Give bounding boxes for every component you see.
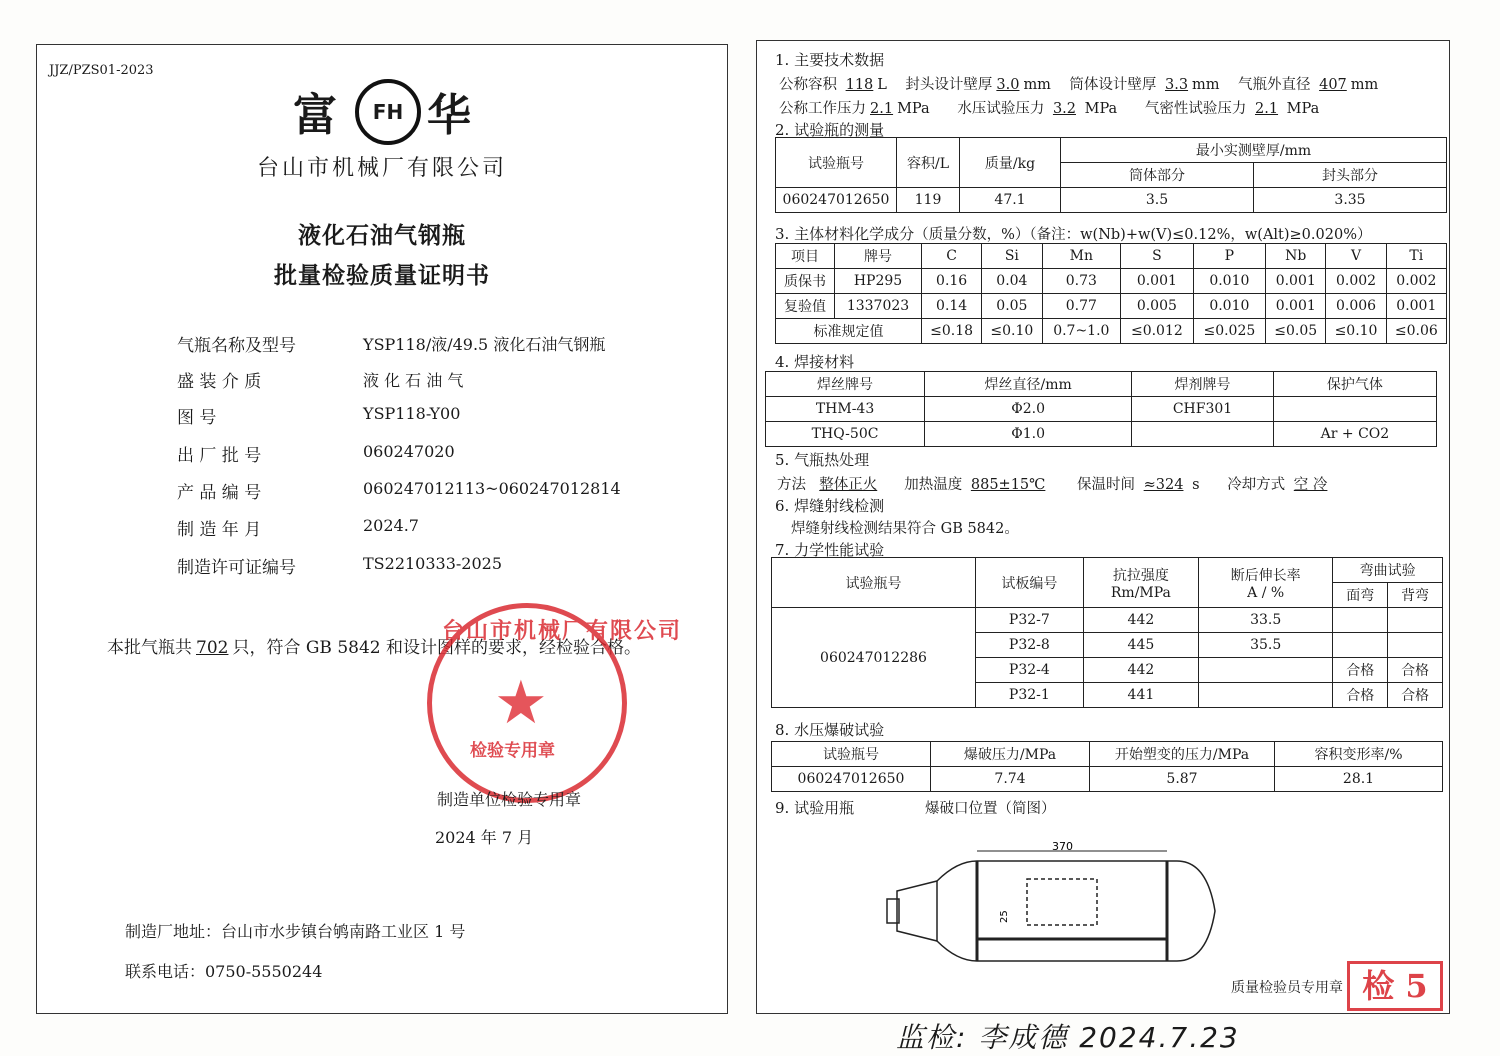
seal-caption: 制造单位检验专用章 [437, 790, 582, 809]
table-cell: P32-8 [975, 633, 1083, 658]
table-cell: ≤0.025 [1193, 319, 1266, 344]
mechanical-table [771, 557, 1443, 708]
table-cell: CHF301 [1132, 397, 1274, 422]
table-cell: 35.5 [1199, 633, 1333, 658]
table-cell: 0.001 [1121, 269, 1194, 294]
table-cell: 试验瓶号 [772, 558, 976, 608]
measurement-table: 试验瓶号 容积/L 质量/kg 最小实测壁厚/mm 筒体部分 封头部分 060247012650 119 47.1 3.5 3.35 [775, 137, 1447, 213]
table-cell: P [1193, 244, 1266, 269]
table-cell: 背弯 [1388, 583, 1443, 608]
brand-logo-icon: FH [355, 79, 421, 145]
field-label: 制造许可证编号 [177, 558, 296, 578]
table-cell: ≤0.06 [1386, 319, 1446, 344]
table-cell: 试板编号 [975, 558, 1083, 608]
test-data-page [756, 40, 1450, 1014]
table-cell: 445 [1083, 633, 1198, 658]
table-cell [1132, 422, 1274, 447]
field-label: 产 品 编 号 [177, 483, 262, 503]
table-row [776, 294, 1447, 319]
table-cell: 0.006 [1326, 294, 1386, 319]
table-cell [1388, 608, 1443, 633]
table-cell: 复验值 [776, 294, 835, 319]
table-cell: Ti [1386, 244, 1446, 269]
section3-title: 3. 主体材料化学成分（质量分数，%）（备注：w(Nb)+w(V)≤0.12%，w(Alt)≥0.020%） [775, 225, 1372, 243]
section1-title: 1. 主要技术数据 [775, 51, 885, 69]
table-cell: 质保书 [776, 269, 835, 294]
table-cell: 0.16 [921, 269, 981, 294]
table-cell: Si [982, 244, 1042, 269]
table-cell: 合格 [1333, 658, 1388, 683]
table-cell: ≤0.10 [1326, 319, 1386, 344]
table-cell: 0.77 [1042, 294, 1121, 319]
field-label: 盛 装 介 质 [177, 372, 262, 392]
table-cell: Nb [1266, 244, 1326, 269]
table-cell: 442 [1083, 608, 1198, 633]
radiographic-result: 焊缝射线检测结果符合 GB 5842。 [791, 521, 1019, 537]
field-label: 气瓶名称及型号 [177, 336, 296, 356]
table-row [772, 608, 1443, 633]
table-cell: 保护气体 [1273, 372, 1436, 397]
doc-title-line1: 液化石油气钢瓶 [298, 222, 466, 249]
section9-title: 9. 试验用瓶 [775, 799, 855, 817]
section4-title: 4. 焊接材料 [775, 353, 855, 371]
table-cell: 441 [1083, 683, 1198, 708]
tech-data-row1: 公称容积 118 L 封头设计壁厚 3.0 mm 筒体设计壁厚 3.3 mm 气瓶外直径 407 mm [779, 77, 1379, 93]
table-row [766, 397, 1437, 422]
table-cell: Mn [1042, 244, 1121, 269]
field-value: 液 化 石 油 气 [363, 371, 464, 390]
table-cell: 抗拉强度 Rm/MPa [1083, 558, 1198, 608]
table-row [772, 558, 1443, 583]
field-value: 2024.7 [363, 516, 419, 535]
company-seal-icon: 台山市机械厂有限公司 ★ 检验专用章 [427, 603, 627, 803]
table-cell: 合格 [1333, 683, 1388, 708]
table-cell: 0.05 [982, 294, 1042, 319]
table-cell: 焊丝直径/mm [925, 372, 1132, 397]
table-cell [1199, 658, 1333, 683]
table-cell [1199, 683, 1333, 708]
qc-stamp-label: 质量检验员专用章 [1231, 980, 1343, 996]
table-cell: ≤0.18 [921, 319, 981, 344]
section6-title: 6. 焊缝射线检测 [775, 497, 885, 515]
table-cell: 0.001 [1266, 294, 1326, 319]
batch-statement: 本批气瓶共 702 只，符合 GB 5842 和设计图样的要求，经检验合格。 [107, 638, 642, 658]
welding-table [765, 371, 1437, 447]
table-cell: 0.73 [1042, 269, 1121, 294]
table-cell: 标准规定值 [776, 319, 922, 344]
contact-phone: 联系电话：0750-5550244 [125, 962, 323, 981]
doc-title-line2: 批量检验质量证明书 [274, 262, 490, 289]
table-cell [1333, 608, 1388, 633]
table-cell [1333, 633, 1388, 658]
inspector-stamp-icon: 检 5 [1347, 961, 1443, 1011]
table-cell: 0.001 [1386, 294, 1446, 319]
table-cell: 0.001 [1266, 269, 1326, 294]
table-cell: 面弯 [1333, 583, 1388, 608]
table-cell: 33.5 [1199, 608, 1333, 633]
supervisor-signature: 监检: 李成德 2024.7.23 [896, 1021, 1240, 1054]
table-cell: Ar + CO2 [1273, 422, 1436, 447]
section8-title: 8. 水压爆破试验 [775, 721, 885, 739]
table-cell: 0.14 [921, 294, 981, 319]
table-cell: 断后伸长率 A / % [1199, 558, 1333, 608]
field-value: 060247020 [363, 442, 455, 461]
table-cell: C [921, 244, 981, 269]
table-row [776, 244, 1447, 269]
certificate-cover-page [36, 44, 728, 1014]
table-cell: 0.002 [1326, 269, 1386, 294]
table-cell: 442 [1083, 658, 1198, 683]
table-cell: 弯曲试验 [1333, 558, 1443, 583]
chemical-table [775, 243, 1447, 344]
cylinder-sketch-icon [877, 841, 1227, 971]
table-cell: 0.010 [1193, 294, 1266, 319]
table-cell: S [1121, 244, 1194, 269]
table-cell: ≤0.05 [1266, 319, 1326, 344]
table-cell: 1337023 [835, 294, 922, 319]
table-cell [1388, 633, 1443, 658]
table-cell: THQ-50C [766, 422, 925, 447]
table-cell: 项目 [776, 244, 835, 269]
company-name: 台山市机械厂有限公司 [256, 156, 507, 181]
field-value: 060247012113~060247012814 [363, 479, 621, 498]
table-cell: 焊剂牌号 [1132, 372, 1274, 397]
seal-date: 2024 年 7 月 [435, 828, 534, 847]
brand-char-left: 富 [293, 90, 341, 141]
document-code: JJZ/PZS01-2023 [49, 63, 154, 78]
field-value: YSP118-Y00 [363, 404, 461, 423]
tech-data-row2: 公称工作压力 2.1 MPa 水压试验压力 3.2 MPa 气密性试验压力 2.1 MPa [779, 101, 1320, 117]
table-cell: P32-7 [975, 608, 1083, 633]
table-cell: V [1326, 244, 1386, 269]
section7-title: 7. 力学性能试验 [775, 541, 885, 559]
table-cell: ≤0.012 [1121, 319, 1194, 344]
section5-title: 5. 气瓶热处理 [775, 451, 870, 469]
table-cell: 合格 [1388, 683, 1443, 708]
table-cell [1273, 397, 1436, 422]
field-label: 制 造 年 月 [177, 520, 262, 540]
burst-test-table: 试验瓶号 爆破压力/MPa 开始塑变的压力/MPa 容积变形率/% 060247012650 7.74 5.87 28.1 [771, 741, 1443, 792]
factory-address: 制造厂地址：台山市水步镇台鸲南路工业区 1 号 [125, 922, 466, 941]
table-cell: 牌号 [835, 244, 922, 269]
heat-treatment-line: 方法 整体正火 加热温度 885±15℃ 保温时间 ≈324 s 冷却方式 空 冷 [777, 477, 1328, 493]
field-label: 出 厂 批 号 [177, 446, 262, 466]
table-cell: Φ2.0 [925, 397, 1132, 422]
table-row [776, 319, 1447, 344]
table-row [766, 372, 1437, 397]
field-value: TS2210333-2025 [363, 554, 503, 573]
dim-25-label: 25 [999, 910, 1010, 923]
table-cell: 合格 [1388, 658, 1443, 683]
field-label: 图 号 [177, 408, 217, 428]
table-cell: 0.002 [1386, 269, 1446, 294]
table-cell: 0.04 [982, 269, 1042, 294]
dim-370-label: 370 [1052, 841, 1073, 853]
table-cell: P32-4 [975, 658, 1083, 683]
table-cell: Φ1.0 [925, 422, 1132, 447]
table-cell: 0.005 [1121, 294, 1194, 319]
field-value: YSP118/液/49.5 液化石油气钢瓶 [363, 335, 606, 354]
table-cell: P32-1 [975, 683, 1083, 708]
table-cell: THM-43 [766, 397, 925, 422]
table-cell: 060247012286 [772, 608, 976, 708]
table-cell: 0.7~1.0 [1042, 319, 1121, 344]
table-cell: HP295 [835, 269, 922, 294]
brand-char-right: 华 [427, 90, 475, 141]
table-cell: ≤0.10 [982, 319, 1042, 344]
table-cell: 0.010 [1193, 269, 1266, 294]
burst-location-label: 爆破口位置（简图） [925, 801, 1056, 817]
table-row [766, 422, 1437, 447]
section2-title: 2. 试验瓶的测量 [775, 121, 885, 139]
table-cell: 焊丝牌号 [766, 372, 925, 397]
table-row [776, 269, 1447, 294]
